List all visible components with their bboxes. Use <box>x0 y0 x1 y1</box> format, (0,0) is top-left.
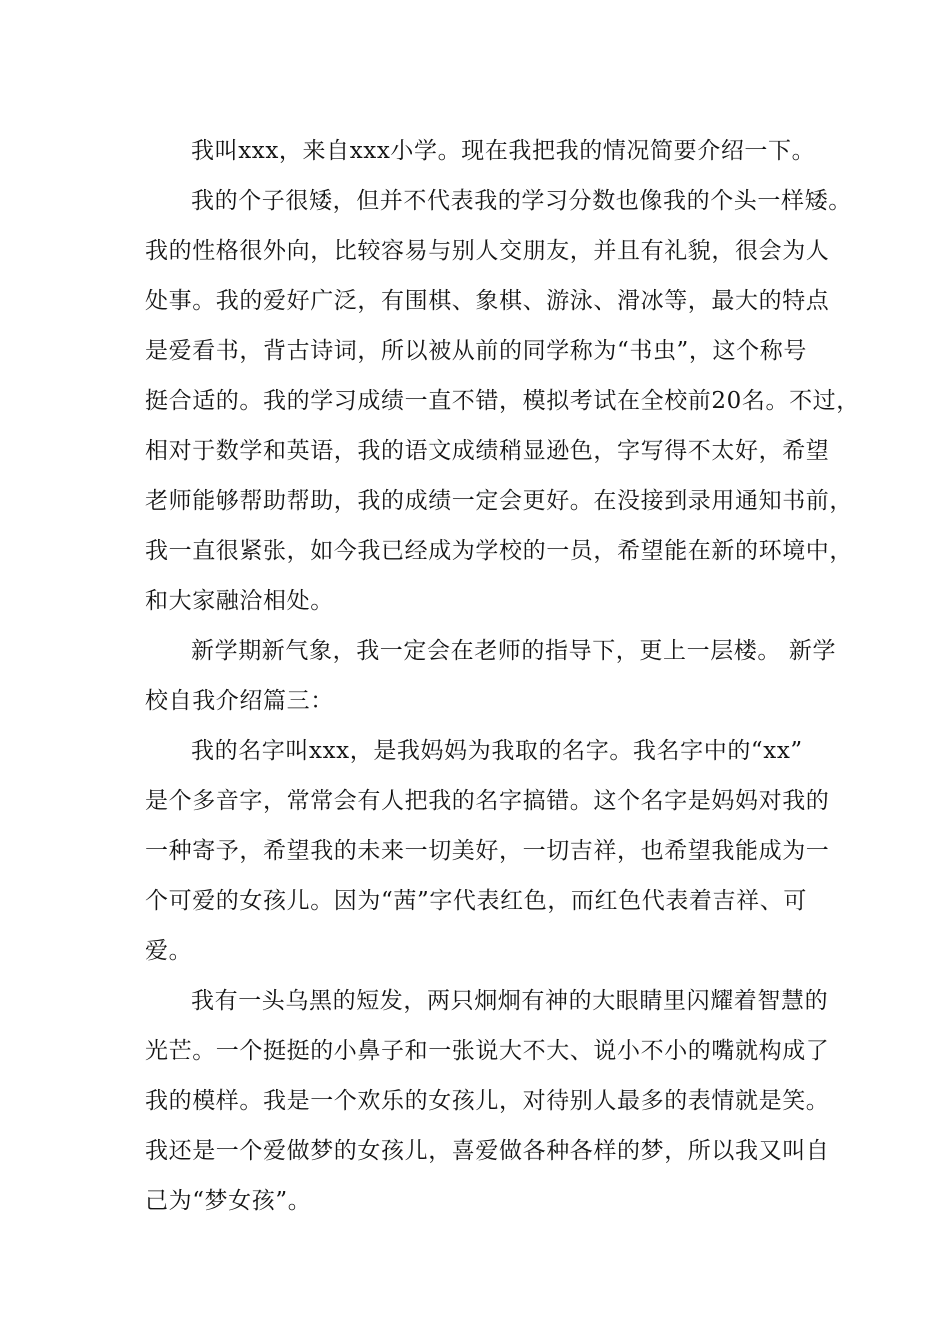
text-line: 个可爱的女孩儿。因为“茜”字代表红色，而红色代表着吉祥、可 <box>145 888 807 914</box>
text-line: 我的个子很矮，但并不代表我的学习分数也像我的个头一样矮。 <box>191 188 852 214</box>
text-line: 是个多音字，常常会有人把我的名字搞错。这个名字是妈妈对我的 <box>145 788 830 814</box>
text-line: 我还是一个爱做梦的女孩儿，喜爱做各种各样的梦，所以我又叫自 <box>145 1138 830 1164</box>
text-line: 己为“梦女孩”。 <box>145 1188 312 1214</box>
text-line: 我叫xxx，来自xxx小学。现在我把我的情况简要介绍一下。 <box>191 138 816 164</box>
text-line: 我的模样。我是一个欢乐的女孩儿，对待别人最多的表情就是笑。 <box>145 1088 830 1114</box>
text-line: 我有一头乌黑的短发，两只炯炯有神的大眼睛里闪耀着智慧的 <box>191 988 829 1014</box>
text-line: 新学期新气象，我一定会在老师的指导下，更上一层楼。 新学 <box>191 638 837 664</box>
text-line: 处事。我的爱好广泛，有围棋、象棋、游泳、滑冰等，最大的特点 <box>145 288 830 314</box>
text-line: 相对于数学和英语，我的语文成绩稍显逊色，字写得不太好，希望 <box>145 438 830 464</box>
text-line: 校自我介绍篇三： <box>145 688 334 714</box>
text-line: 我的名字叫xxx，是我妈妈为我取的名字。我名字中的“xx” <box>191 738 803 764</box>
text-line: 是爱看书，背古诗词，所以被从前的同学称为“书虫”，这个称号 <box>145 338 807 364</box>
text-line: 老师能够帮助帮助，我的成绩一定会更好。在没接到录用通知书前， <box>145 488 853 514</box>
text-line: 一种寄予，希望我的未来一切美好，一切吉祥，也希望我能成为一 <box>145 838 830 864</box>
text-line: 我一直很紧张，如今我已经成为学校的一员，希望能在新的环境中， <box>145 538 853 564</box>
text-line: 挺合适的。我的学习成绩一直不错，模拟考试在全校前20名。不过， <box>145 388 860 414</box>
text-line: 我的性格很外向，比较容易与别人交朋友，并且有礼貌，很会为人 <box>145 238 830 264</box>
text-line: 光芒。一个挺挺的小鼻子和一张说大不大、说小不小的嘴就构成了 <box>145 1038 830 1064</box>
text-line: 和大家融洽相处。 <box>145 588 334 614</box>
text-line: 爱。 <box>145 938 193 964</box>
